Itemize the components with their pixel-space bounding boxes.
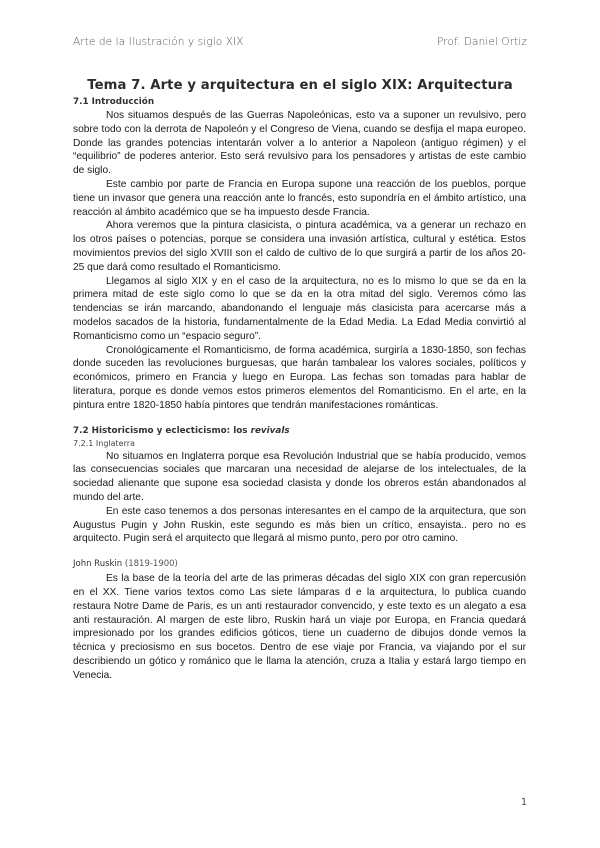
paragraph: Cronológicamente el Romanticismo, de forma académica, surgiría a 1830-1850, son fechas donde suceden las revoluciones burguesas, que harán tambalear los valores sociales, políticos y económicos, primero en Francia y luego en Europa. Las fechas son tomadas para hablar de literatura, porque es donde vemos estos primeros elementos del Romanticismo. En el arte, en la pintura entre 1820-1850 había pintores que tendrán manifestaciones románticas. [73,344,526,411]
header-professor: Prof. Daniel Ortiz [437,36,527,48]
section-heading-introduccion: 7.1 Introducción [73,97,155,107]
document-title: Tema 7. Arte y arquitectura en el siglo XIX: Arquitectura [87,78,513,93]
section-heading-text: 7.2 Historicismo y eclecticismo: los [73,425,251,436]
header-course-title: Arte de la Ilustración y siglo XIX [73,36,244,48]
paragraph: Ahora veremos que la pintura clasicista, o pintura académica, va a generar un rechazo en los otros países o potencias, porque se considera una invasión artística, cultural y estética. Estos movimientos previos del siglo XVIII son el caldo de cultivo de lo que surgirá a partir de los años 20-25 que dará como resultado el Romanticismo. [73,220,526,273]
paragraph: Es la base de la teoría del arte de las primeras décadas del siglo XIX con gran repercusión en el XX. Tiene varios textos como Las siete lámparas d e la arquitectura, lo publica cuando restaura Notre Dame de Paris, es un anti restaurador convencido, y este texto es un alegato a esa anti restauración. Al margen de este libro, Ruskin hará un viaje por Europa, en Francia quedará impresionado por los grandes edificios góticos, tiene un cuaderno de dibujos donde vemos la técnica y preciosismo en sus bocetos. Dentro de ese viaje por Francia, va viajando por el sur describiendo un gótico y románico que le llama la atención, cruza a Italia y estará largo tiempo en Venecia. [73,573,526,681]
page-number: 1 [520,797,527,808]
paragraph: Este cambio por parte de Francia en Europa supone una reacción de los pueblos, porque tiene un invasor que genera una reacción ante lo francés, esto supondría en el ámbito artístico, una reacción al ámbito académico que se ha impuesto desde Francia. [73,178,526,218]
paragraph: En este caso tenemos a dos personas interesantes en el campo de la arquitectura, que son Augustus Pugin y John Ruskin, este segundo es más bien un crítico, ensayista.. pero no es arquitecto. Pugin será el arquitecto que llegará al mismo punto, pero por otro camino. [73,505,526,545]
paragraph: No situamos en Inglaterra porque esa Revolución Industrial que se había producido, vemos las consecuencias sociales que marcaran una necesidad de alejarse de los intelectuales, de la sociedad alienante que supone esa sociedad clasista y donde los obreros están abandonados al mundo del arte. [73,450,526,503]
ruskin-name: John Ruskin [73,559,123,570]
page-header [73,36,527,48]
ruskin-years: (1819-1900) [122,559,178,570]
paragraph: Llegamos al siglo XIX y en el caso de la arquitectura, no es lo mismo lo que se da en la primera mitad de este siglo como lo que se da en la otra mitad del siglo. Veremos cómo las tendencias se irán marcando, abandonando el lenguaje más clasicista para acercarse más a modelos sacados de la historia, fundamentalmente de la Edad Media. La Edad Media convirtió al Romanticismo como un “espacio seguro”. [73,275,526,342]
paragraph: Nos situamos después de las Guerras Napoleónicas, esto va a suponer un revulsivo, pero sobre todo con la derrota de Napoleón y el Congreso de Viena, cuando se desfija el mapa europeo. Donde las grandes potencias intentarán volver a lo anterior a Napoleon (antiguo régimen) y el “equilibrio” de poderes anterior. Esto será revulsivo para los pensadores y artistas de este cambio de siglo. [73,110,526,177]
document-body [73,96,526,682]
section-heading-italic: revivals [250,425,290,436]
subsection-heading-john-ruskin [73,558,526,570]
section-heading-historicismo [73,425,526,438]
subsection-heading-inglaterra: 7.2.1 Inglaterra [73,438,135,448]
